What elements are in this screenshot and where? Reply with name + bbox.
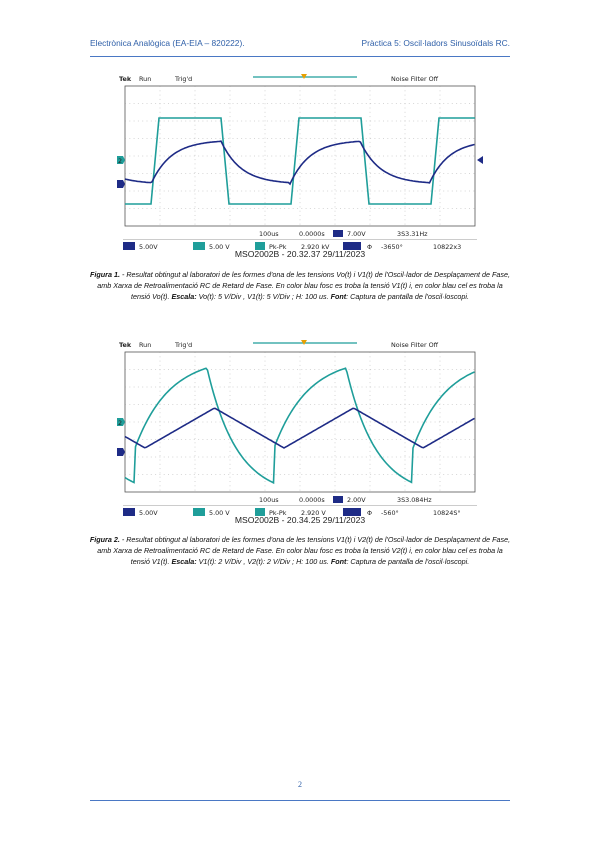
caption-text: - Resultat obtingut al laboratori de les formes d'ona de les tensions V1(t) i V2(t) de l'Oscil·lador de Desplaçament de Fase, amb Xarxa de Retroalimentació RC de Retard de Fase. En color blau fosc es troba la tensió V2(t) i, en color blau cel es troba la tensió V1(t).: [97, 535, 511, 566]
page-number: 2: [298, 780, 302, 789]
frequency-readout: 3S3.31Hz: [397, 230, 428, 238]
frequency-readout: 3S3.084Hz: [397, 496, 432, 504]
ch2-marker-label: 2: [118, 419, 123, 427]
ch1-scale-icon: [123, 242, 135, 250]
trig-status: Trig'd: [175, 341, 193, 349]
caption-font-text: : Captura de pantalla de l'oscil·loscopi.: [346, 556, 470, 566]
header-left: Electrònica Analògica (EA-EIA – 820222).: [90, 38, 245, 48]
figure-1-caption: [88, 270, 512, 302]
capture-stamp: MSO2002B - 20.32.37 29/11/2023: [234, 249, 366, 258]
caption-scale-text: V1(t): 2 V/Div , V2(t): 2 V/Div ; H: 100 us.: [196, 556, 331, 566]
phase-label: Φ: [367, 509, 373, 517]
time-div: 100us: [259, 496, 279, 504]
meas-value: 2.920 kV: [301, 243, 330, 251]
caption-scale-lead: Escala:: [171, 291, 197, 301]
caption-lead: Figura 1.: [90, 270, 120, 279]
oscilloscope-capture-1: [115, 72, 485, 258]
extra-value: 10822x3: [433, 243, 462, 251]
figure-2-caption: [88, 535, 512, 567]
header-rule: [90, 56, 510, 57]
ch1-scale-icon: [123, 508, 135, 516]
ch2-marker-label: 2: [118, 157, 123, 165]
trig-status: Trig'd: [175, 75, 193, 83]
ch2-scale: 5.00 V: [209, 243, 230, 251]
ch2-scale-icon: [193, 242, 205, 250]
caption-scale-lead: Escala:: [171, 556, 197, 566]
meas-value: 2.920 V: [301, 509, 326, 517]
meas-label: Pk-Pk: [269, 243, 287, 251]
run-status: Run: [139, 341, 152, 349]
phase-value: -560°: [381, 509, 399, 517]
caption-font-lead: Font: [330, 556, 347, 566]
meas-label: Pk-Pk: [269, 509, 287, 517]
time-position: 0.0000s: [299, 496, 325, 504]
ch1-scale: 5.00V: [139, 243, 158, 251]
ch2-scale: 5.00 V: [209, 509, 230, 517]
phase-value: -3650°: [381, 243, 403, 251]
caption-scale-text: Vo(t): 5 V/Div , V1(t): 5 V/Div ; H: 100 us.: [196, 291, 331, 301]
extra-value: 10824S°: [433, 509, 461, 517]
noise-filter-status: Noise Filter Off: [391, 75, 439, 83]
trigger-ch-icon: [333, 496, 343, 503]
ch2-scale-icon: [193, 508, 205, 516]
trigger-ch-icon: [333, 230, 343, 237]
caption-text: - Resultat obtingut al laboratori de les formes d'ona de les tensions Vo(t) i V1(t) de l'Oscil·lador de Desplaçament de Fase, amb Xarxa de Retroalimentació RC de Retard de Fase. En color blau fosc es troba la tensió V1(t) i, en color blau cel es troba la tensió Vo(t).: [97, 270, 510, 301]
trigger-level: 7.00V: [347, 230, 366, 238]
phase-label: Φ: [367, 243, 373, 251]
capture-stamp: MSO2002B - 20.34.25 29/11/2023: [234, 515, 366, 524]
caption-lead: Figura 2.: [89, 535, 120, 544]
header-right: Pràctica 5: Oscil·ladors Sinusoïdals RC.: [361, 38, 510, 48]
caption-font-text: : Captura de pantalla de l'oscil·loscopi.: [346, 291, 470, 301]
trigger-level: 2.00V: [347, 496, 366, 504]
run-status: Run: [139, 75, 152, 83]
oscilloscope-capture-2: [115, 338, 485, 524]
tek-logo: Tek: [119, 341, 132, 349]
time-div: 100us: [259, 230, 279, 238]
tek-logo: Tek: [119, 75, 132, 83]
ch1-scale: 5.00V: [139, 509, 158, 517]
caption-font-lead: Font: [330, 291, 347, 301]
time-position: 0.0000s: [299, 230, 325, 238]
footer-rule: [90, 800, 510, 801]
noise-filter-status: Noise Filter Off: [391, 341, 439, 349]
